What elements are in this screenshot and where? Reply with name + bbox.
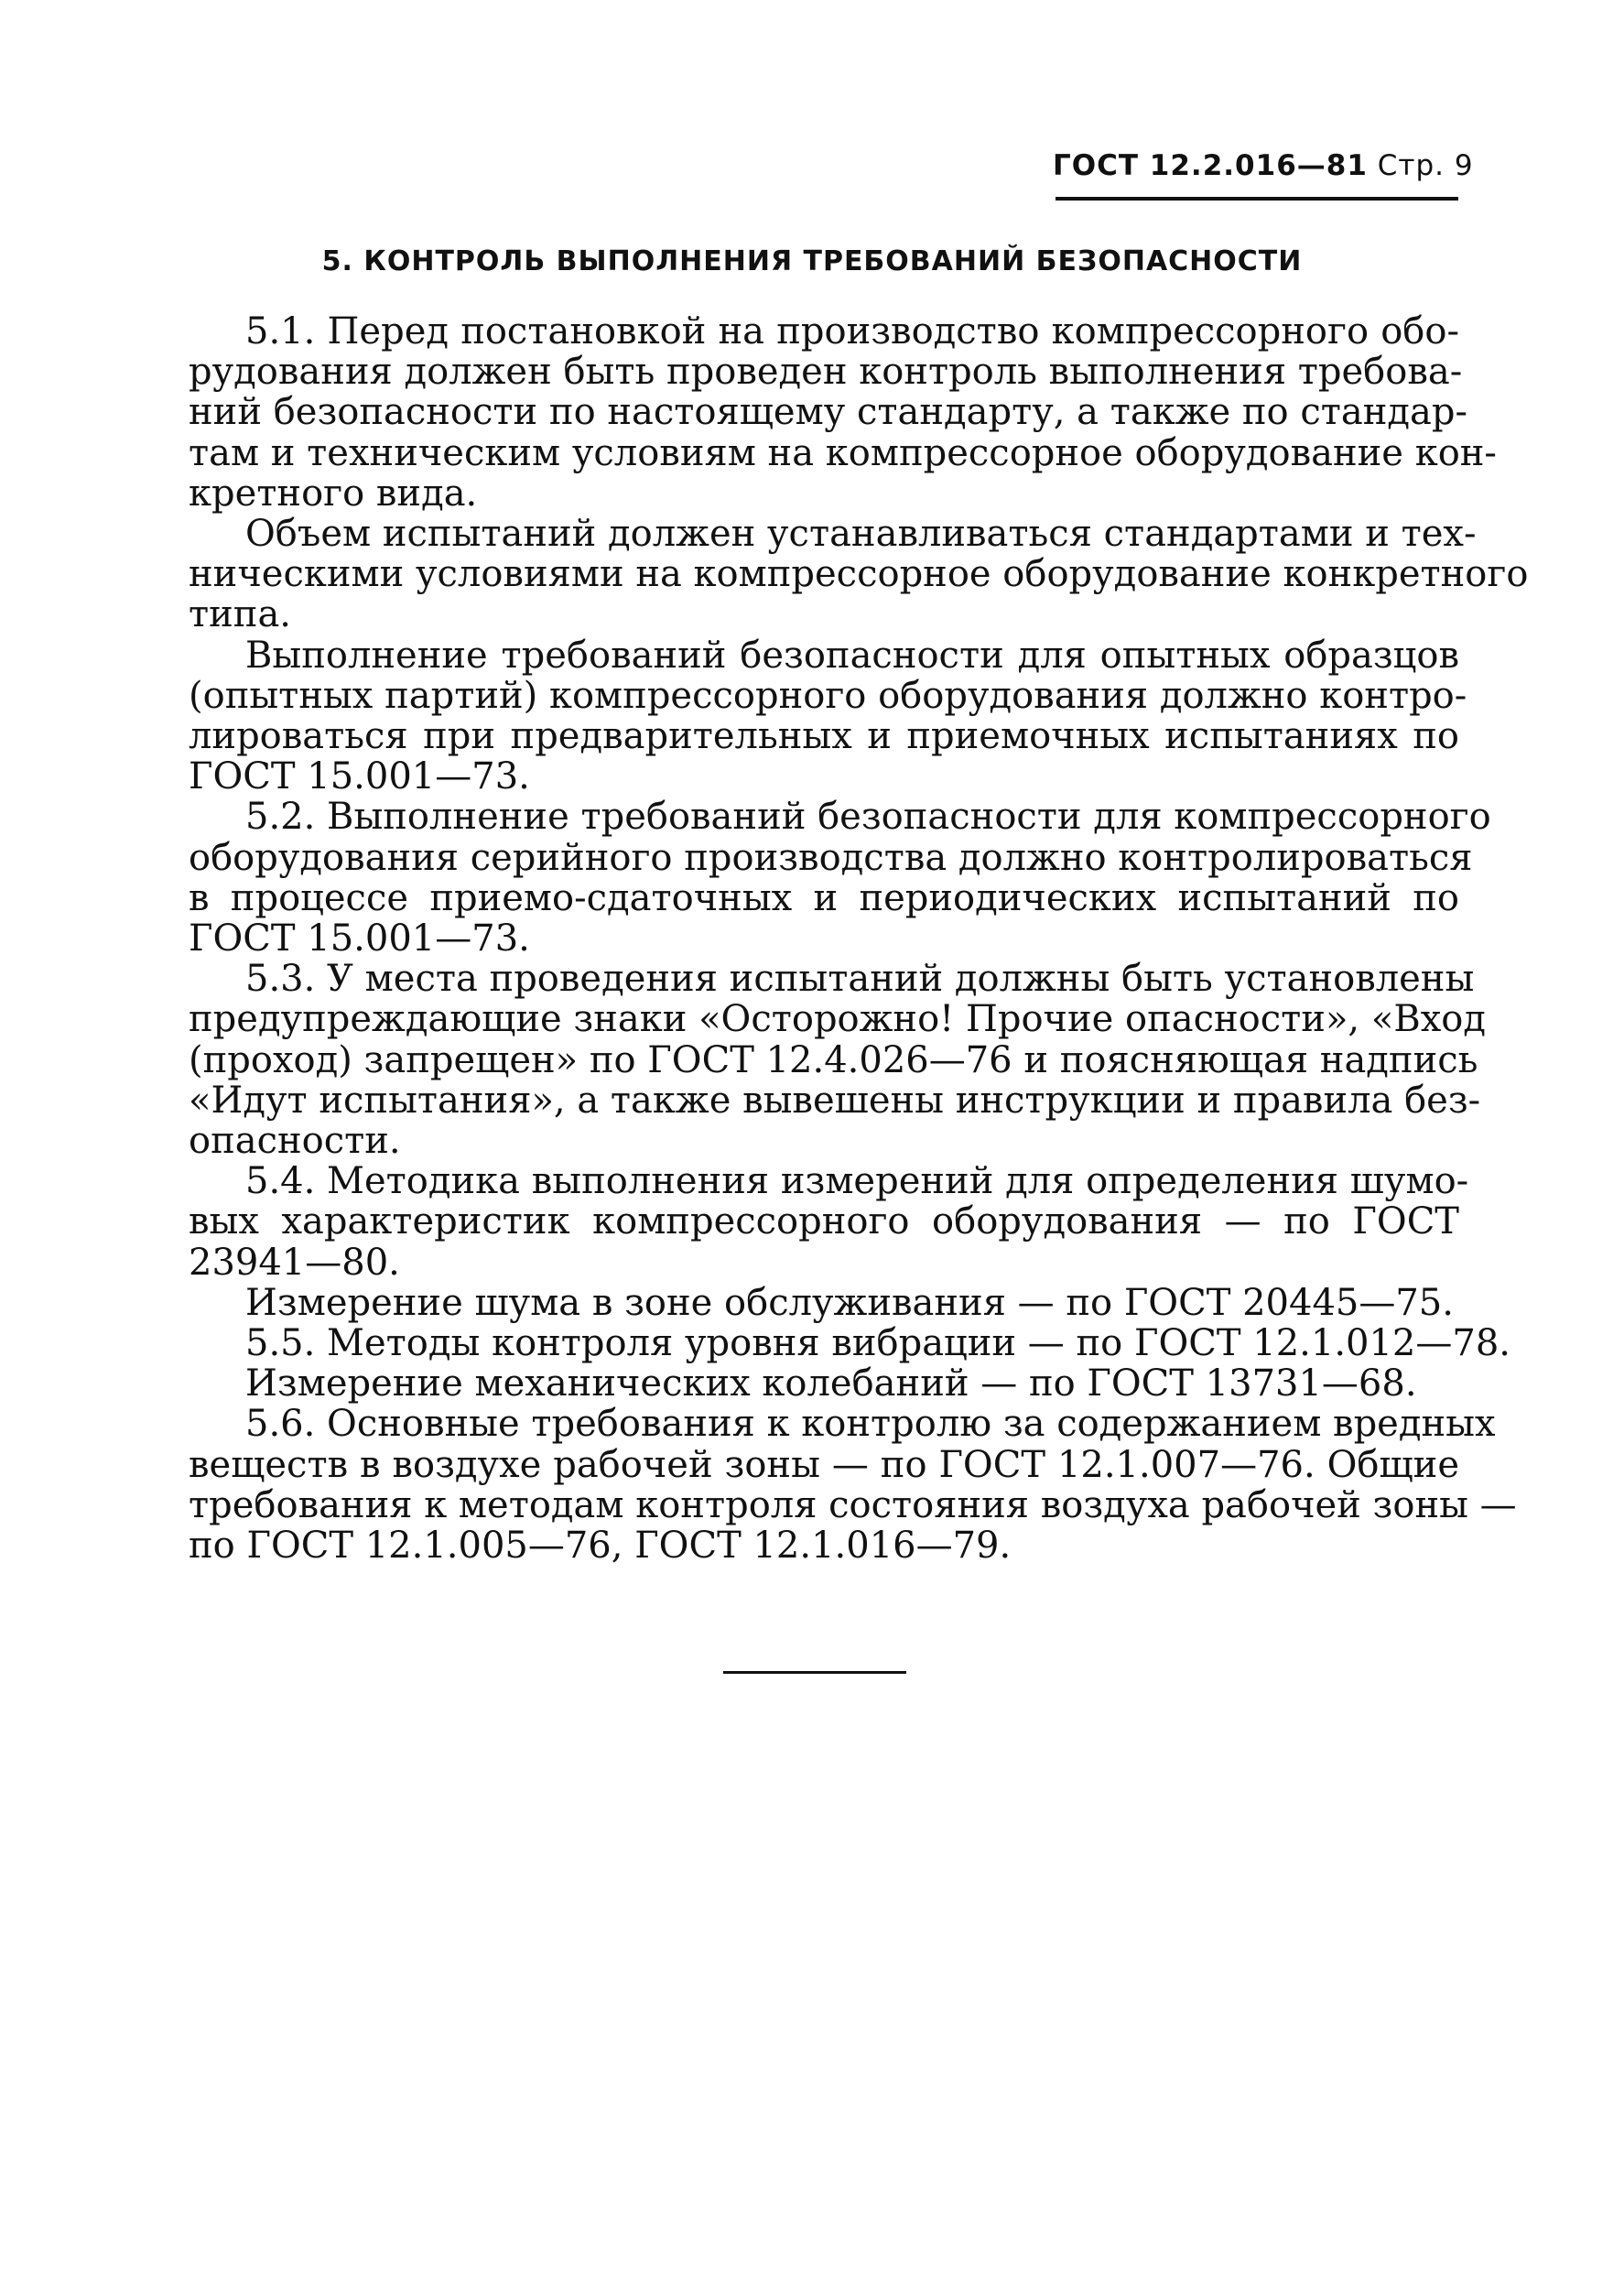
text-line: по ГОСТ 12.1.005—76, ГОСТ 12.1.016—79. <box>189 1525 1012 1568</box>
text-line: предупреждающие знаки «Осторожно! Прочие опасности», «Вход <box>189 998 1486 1041</box>
text-line: оборудования серийного производства должно контролироваться <box>189 836 1473 879</box>
text-line: в процессе приемо-сдаточных и периодических испытаний по <box>189 876 1459 919</box>
section-body <box>189 310 1529 1568</box>
standard-number: ГОСТ 12.2.016—81 <box>1053 149 1368 182</box>
text-line: кретного вида. <box>189 472 478 515</box>
text-line: веществ в воздухе рабочей зоны — по ГОСТ 12.1.007—76. Общие <box>189 1443 1459 1486</box>
section-title: 5. КОНТРОЛЬ ВЫПОЛНЕНИЯ ТРЕБОВАНИЙ БЕЗОПАСНОСТИ <box>321 245 1303 277</box>
text-line: лироваться при предварительных и приемочных испытаниях по <box>189 715 1459 758</box>
closing-rule <box>723 1671 906 1674</box>
header-rule <box>1056 197 1458 201</box>
text-line: там и техническим условиям на компрессорное оборудование кон- <box>189 431 1497 474</box>
text-line: (опытных партий) компрессорного оборудования должно контро- <box>189 674 1467 717</box>
text-line: (проход) запрещен» по ГОСТ 12.4.026—76 и поясняющая надпись <box>189 1038 1478 1081</box>
text-line: 5.4. Методика выполнения измерений для определения шумо- <box>245 1160 1469 1203</box>
text-line: рудования должен быть проведен контроль выполнения требова- <box>189 351 1463 394</box>
text-line: 23941—80. <box>189 1241 400 1284</box>
text-line: Измерение шума в зоне обслуживания — по ГОСТ 20445—75. <box>245 1281 1454 1324</box>
text-line: 5.2. Выполнение требований безопасности для компрессорного <box>245 796 1491 839</box>
text-line: 5.1. Перед постановкой на производство компрессорного обо- <box>245 310 1459 353</box>
text-line: вых характеристик компрессорного оборудования — по ГОСТ <box>189 1200 1459 1243</box>
text-line: ническими условиями на компрессорное оборудование конкретного <box>189 553 1529 596</box>
text-line: ГОСТ 15.001—73. <box>189 755 530 798</box>
text-line: опасности. <box>189 1120 401 1163</box>
text-line: 5.6. Основные требования к контролю за содержанием вредных <box>245 1403 1496 1446</box>
text-line: типа. <box>189 593 292 636</box>
page-number: Стр. 9 <box>1377 149 1474 182</box>
text-line: Выполнение требований безопасности для опытных образцов <box>245 634 1459 677</box>
text-line: Измерение механических колебаний — по ГОСТ 13731—68. <box>245 1362 1417 1405</box>
text-line: ний безопасности по настоящему стандарту, а также по стандар- <box>189 391 1467 434</box>
text-line: 5.3. У места проведения испытаний должны быть установлены <box>245 958 1475 1001</box>
text-line: требования к методам контроля состояния воздуха рабочей зоны — <box>189 1483 1517 1526</box>
text-line: 5.5. Методы контроля уровня вибрации — по ГОСТ 12.1.012—78. <box>245 1322 1510 1365</box>
text-line: «Идут испытания», а также вывешены инструкции и правила без- <box>189 1079 1481 1122</box>
running-header <box>1053 149 1474 182</box>
text-line: ГОСТ 15.001—73. <box>189 917 530 960</box>
text-line: Объем испытаний должен устанавливаться стандартами и тех- <box>245 513 1477 556</box>
